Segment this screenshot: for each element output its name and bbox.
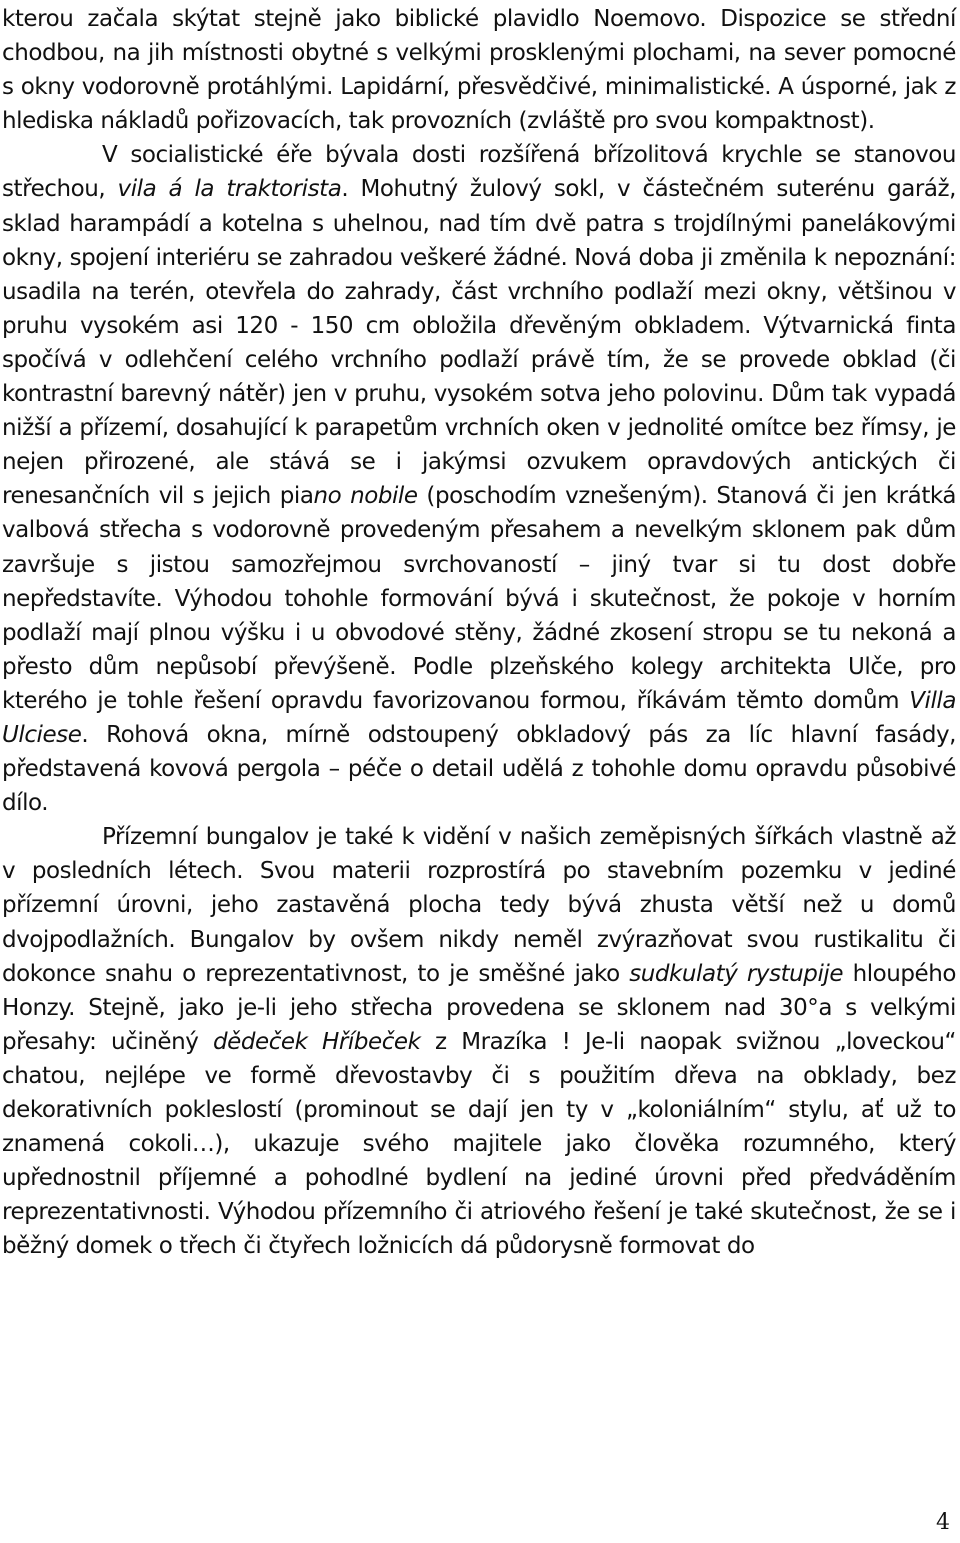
paragraph-1-text: kterou začala skýtat stejně jako biblické plavidlo Noemovo. Dispozice se střední chodbou, na jih místnosti obytné s velkými prosklenými plochami, na sever pomocné s okny vodorovně protáhlými. Lapidární, přesvědčivé, minimalistické. A úsporné, jak z hlediska nákladů pořizovacích, tak provozních (zvláště pro svou kompaktnost). (2, 6, 956, 135)
paragraph-3 (2, 820, 956, 1263)
italic-phrase-villa-ulciese: Villa Ulciese (2, 687, 956, 748)
paragraph-3-text: hloupého Honzy. Stejně, jako je-li jeho střecha provedena se sklonem nad 30°a s velkými přesahy: učiněný (2, 960, 957, 1055)
page-number: 4 (936, 1510, 950, 1535)
paragraph-3-text: Přízemní bungalov je také k vidění v našich zeměpisných šířkách vlastně až v posledních létech. Svou materii rozprostírá po stavebním pozemku v jediné přízemní úrovni, jeho zastavěná plocha tedy bývá zhusta větší než u domů dvojpodlažních. Bungalov by ovšem nikdy neměl zvýrazňovat svou rustikalitu či dokonce snahu o reprezentativnost, to je směšné jako (2, 824, 956, 987)
paragraph-3-text: z Mrazíka ! Je-li naopak svižnou „loveckou“ chatou, nejlépe ve formě dřevostavby či s použitím dřeva na obklady, bez dekorativních pokleslostí (prominout se dají jen ty v „koloniálním“ stylu, ať už to znamená cokoli…), ukazuje svého majitele jako člověka rozumného, který upřednostnil příjemné a pohodlné bydlení na jediné úrovni před předváděním reprezentativnosti. Výhodou přízemního či atriového řešení je také skutečnost, že se i běžný domek o třech či čtyřech ložnicích dá půdorysně formovat do (2, 1028, 956, 1260)
paragraph-2-text: V socialistické éře bývala dosti rozšířená břízolitová krychle se stanovou střechou, (2, 142, 956, 203)
paragraph-2-text: . Rohová okna, mírně odstoupený obkladový pás za líc hlavní fasády, představená kovová pergola – péče o detail udělá z tohohle domu opravdu působivé dílo. (2, 721, 956, 817)
italic-phrase-piano-nobile: no nobile (313, 483, 418, 510)
paragraph-2-text: (poschodím vznešeným). Stanová či jen krátká valbová střecha s vodorovně provedeným přesahem a nevelkým sklonem pak dům završuje s jistou samozřejmou svrchovaností – jiný tvar si tu dost dobře nepředstavíte. Výhodou tohohle formování bývá i skutečnost, že pokoje v horním podlaží mají plnou výšku i u obvodové stěny, žádné zkosení stropu se tu nekoná a přesto dům nepůsobí převýšeně. Podle plzeňského kolegy architekta Ulče, pro kterého je tohle řešení opravdu favorizovanou formou, říkávám těmto domům (2, 483, 956, 714)
paragraph-2-text: . Mohutný žulový sokl, v částečném suterénu garáž, sklad harampádí a kotelna s uhelnou, nad tím dvě patra s trojdílnými panelákovými okny, spojení interiéru se zahradou veškeré žádné. Nová doba ji změnila k nepoznání: usadila na terén, otevřela do zahrady, část vrchního podlaží mezi okny, většinou v pruhu vysokém asi 120 - 150 cm obložila dřevěným obkladem. Výtvarnická finta spočívá v odlehčení celého vrchního podlaží právě tím, že se provede obklad (či kontrastní barevný nátěr) jen v pruhu, vysokém sotva jeho polovinu. Dům tak vypadá nižší a přízemí, dosahující k parapetům vrchních oken v jednolité omítce bez římsy, je nejen přirozené, ale stává se i jakýmsi ozvukem opravdových antických či renesančních vil s jejich pia (2, 176, 956, 510)
italic-phrase-dedecek-hribecek: dědeček Hříbeček (213, 1028, 421, 1055)
italic-phrase-vila-traktorista: vila á la traktorista (117, 176, 342, 203)
italic-phrase-sudkulaty-rystupije: sudkulatý rystupije (629, 960, 844, 987)
paragraph-1 (2, 2, 956, 138)
body-text (2, 2, 956, 1263)
paragraph-2 (2, 138, 956, 820)
